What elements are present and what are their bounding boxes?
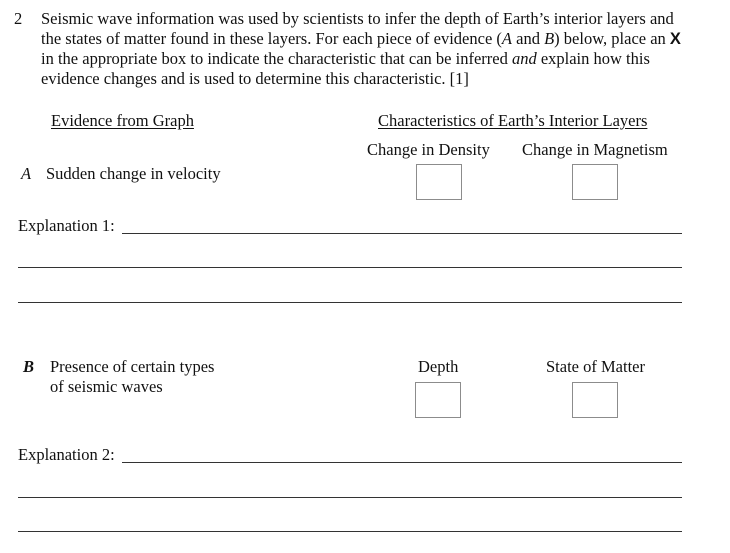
x-mark: X xyxy=(669,30,681,48)
prompt-line-1: Seismic wave information was used by scientists to infer the depth of Earth’s interior layers and xyxy=(41,9,674,28)
prompt-line-2: the states of matter found in these layers. For each piece of evidence (A and B) below, place an X xyxy=(41,29,681,48)
question-number: 2 xyxy=(14,9,23,28)
explanation-1-line-3[interactable] xyxy=(18,302,682,303)
checkbox-depth[interactable] xyxy=(415,382,461,418)
checkbox-change-in-density[interactable] xyxy=(416,164,462,200)
explanation-1-label: Explanation 1: xyxy=(18,216,115,235)
item-b-text-line-2: of seismic waves xyxy=(50,377,163,396)
explanation-1-line-1[interactable] xyxy=(122,233,682,234)
item-b-letter: B xyxy=(23,357,35,376)
evidence-header: Evidence from Graph xyxy=(51,111,194,130)
prompt-line-4: evidence changes and is used to determine this characteristic. [1] xyxy=(41,69,469,88)
explanation-2-line-2[interactable] xyxy=(18,497,682,498)
explanation-2-label: Explanation 2: xyxy=(18,445,115,464)
item-b-text-line-1: Presence of certain types xyxy=(50,357,215,376)
checkbox-change-in-magnetism[interactable] xyxy=(572,164,618,200)
characteristics-header: Characteristics of Earth’s Interior Layers xyxy=(378,111,648,130)
checkbox-state-of-matter[interactable] xyxy=(572,382,618,418)
explanation-1-line-2[interactable] xyxy=(18,267,682,268)
option-a2-label: Change in Magnetism xyxy=(522,140,668,159)
option-a1-label: Change in Density xyxy=(367,140,490,159)
item-a-text: Sudden change in velocity xyxy=(46,164,221,183)
prompt-line-3: in the appropriate box to indicate the characteristic that can be inferred and explain how this xyxy=(41,49,650,68)
explanation-2-line-1[interactable] xyxy=(122,462,682,463)
explanation-2-line-3[interactable] xyxy=(18,531,682,532)
option-b2-label: State of Matter xyxy=(546,357,645,376)
option-b1-label: Depth xyxy=(418,357,459,376)
item-a-letter: A xyxy=(21,164,32,183)
question-prompt xyxy=(41,9,711,89)
